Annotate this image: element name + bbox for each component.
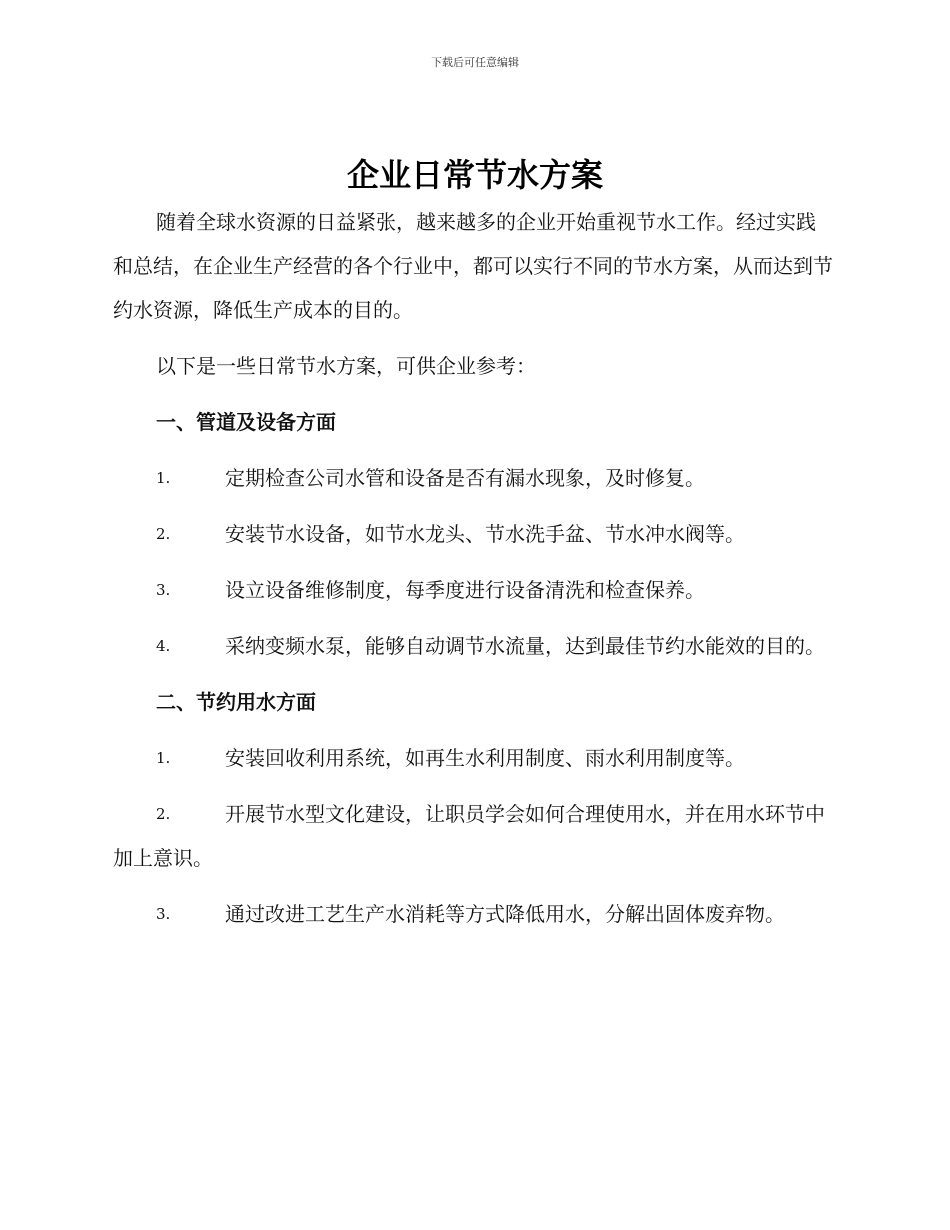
list-item-text: 开展节水型文化建设，让职员学会如何合理使用水，并在用水环节中加上意识。	[113, 802, 825, 870]
list-item-text: 安装节水设备，如节水龙头、节水洗手盆、节水冲水阀等。	[225, 522, 745, 546]
list-item	[113, 892, 835, 936]
page-title: 企业日常节水方案	[346, 156, 603, 194]
list-item-number: 2.	[156, 525, 171, 543]
list-item	[113, 792, 835, 880]
list-item-text: 设立设备维修制度，每季度进行设备清洗和检查保养。	[225, 578, 705, 602]
list-item-number: 1.	[156, 469, 171, 487]
list-item-text: 通过改进工艺生产水消耗等方式降低用水，分解出固体废弃物。	[225, 902, 785, 926]
list-item	[113, 456, 835, 500]
list-item-text: 安装回收利用系统，如再生水利用制度、雨水利用制度等。	[225, 746, 745, 770]
list-item	[113, 624, 835, 668]
list-item-number: 4.	[156, 637, 171, 655]
section-heading-water-saving: 二、节约用水方面	[156, 690, 316, 714]
list-item-number: 3.	[156, 581, 171, 599]
header-note: 下载后可任意编辑	[431, 56, 519, 69]
list-item	[113, 736, 835, 780]
section-heading-pipes: 一、管道及设备方面	[156, 410, 336, 434]
intro-paragraph: 随着全球水资源的日益紧张，越来越多的企业开始重视节水工作。经过实践和总结，在企业生产经营的各个行业中，都可以实行不同的节水方案，从而达到节约水资源，降低生产成本的目的。	[113, 210, 833, 322]
list-item	[113, 512, 835, 556]
list-item-number: 1.	[156, 749, 171, 767]
list-item	[113, 568, 835, 612]
list-item-number: 3.	[156, 905, 171, 923]
lead-paragraph: 以下是一些日常节水方案，可供企业参考：	[156, 354, 536, 378]
document-body	[113, 200, 835, 936]
list-item-text: 定期检查公司水管和设备是否有漏水现象，及时修复。	[225, 466, 705, 490]
list-item-number: 2.	[156, 805, 171, 823]
list-item-text: 采纳变频水泵，能够自动调节水流量，达到最佳节约水能效的目的。	[225, 634, 825, 658]
